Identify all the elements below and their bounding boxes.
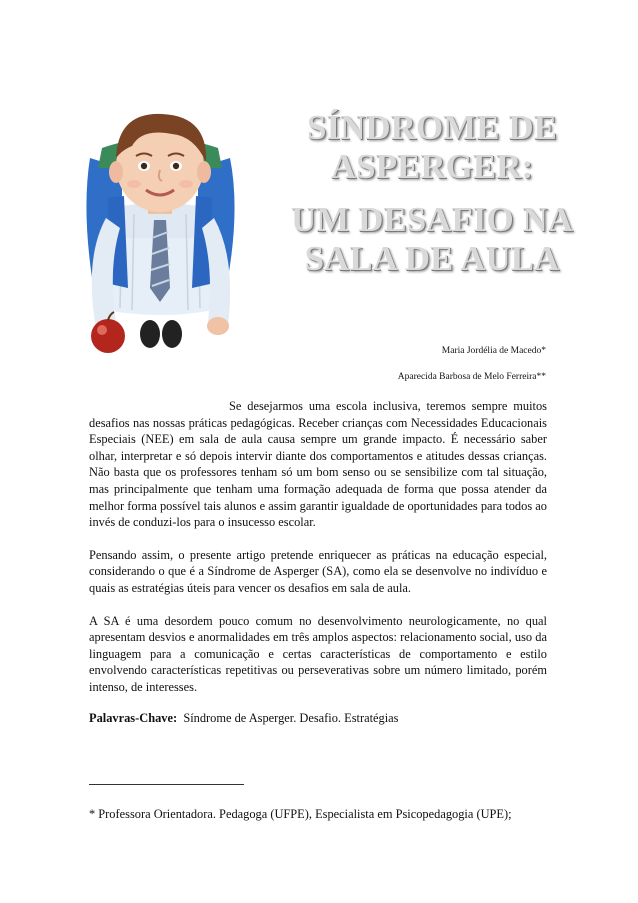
title-line-2: ASPERGER: — [330, 147, 534, 186]
abstract-paragraph-1: Se desejarmos uma escola inclusiva, teremos sempre muitos desafios nas nossas práticas pedagógicas. Receber crianças com Necessidades Educacionais Especiais (NEE) em sala de aula causa sempre um grande impacto. É necessário saber olhar, interpretar e só depois intervir diante dos comportamentos e atitudes dessas crianças. Não basta que os professores tenham só um bom senso ou se sensibilize com tal situação, mas principalmente que tenham uma formação adequada de forma que possa atender da melhor forma possível tais alunos e assim garantir igualdade de oportunidades para todos ao invés de conduzi-los para o insucesso escolar. — [89, 399, 547, 530]
keywords-value: Síndrome de Asperger. Desafio. Estratégias — [183, 711, 399, 725]
author-1: Maria Jordélia de Macedo* — [441, 346, 546, 356]
title-line-1: SÍNDROME DE — [307, 108, 557, 147]
author-2: Aparecida Barbosa de Melo Ferreira** — [397, 372, 546, 382]
footnote-divider — [89, 784, 244, 785]
title-line-3: UM DESAFIO NA — [291, 200, 573, 239]
boy-with-backpack-photo — [62, 88, 258, 358]
footnote: * Professora Orientadora. Pedagoga (UFPE), Especialista em Psicopedagogia (UPE); — [89, 807, 512, 821]
keywords — [89, 711, 399, 726]
title-line-4: SALA DE AULA — [304, 239, 560, 278]
document-title — [272, 108, 592, 278]
abstract — [89, 398, 547, 712]
abstract-paragraph-3: A SA é uma desordem pouco comum no desenvolvimento neurologicamente, no qual apresentam desvios e anormalidades em três amplos aspectos: relacionamento social, uso da linguagem para a comunicação e certas características de comportamento e estilo envolvendo características repetitivas ou perseverativas sobre um número limitado, porém intenso, de interesses. — [89, 613, 547, 694]
keywords-label: Palavras-Chave: — [89, 711, 178, 725]
abstract-paragraph-2: Pensando assim, o presente artigo pretende enriquecer as práticas na educação especial, considerando o que é a Síndrome de Asperger (SA), como ela se desenvolve no indivíduo e quais as estratégias úteis para vencer os desafios em sala de aula. — [89, 547, 547, 595]
